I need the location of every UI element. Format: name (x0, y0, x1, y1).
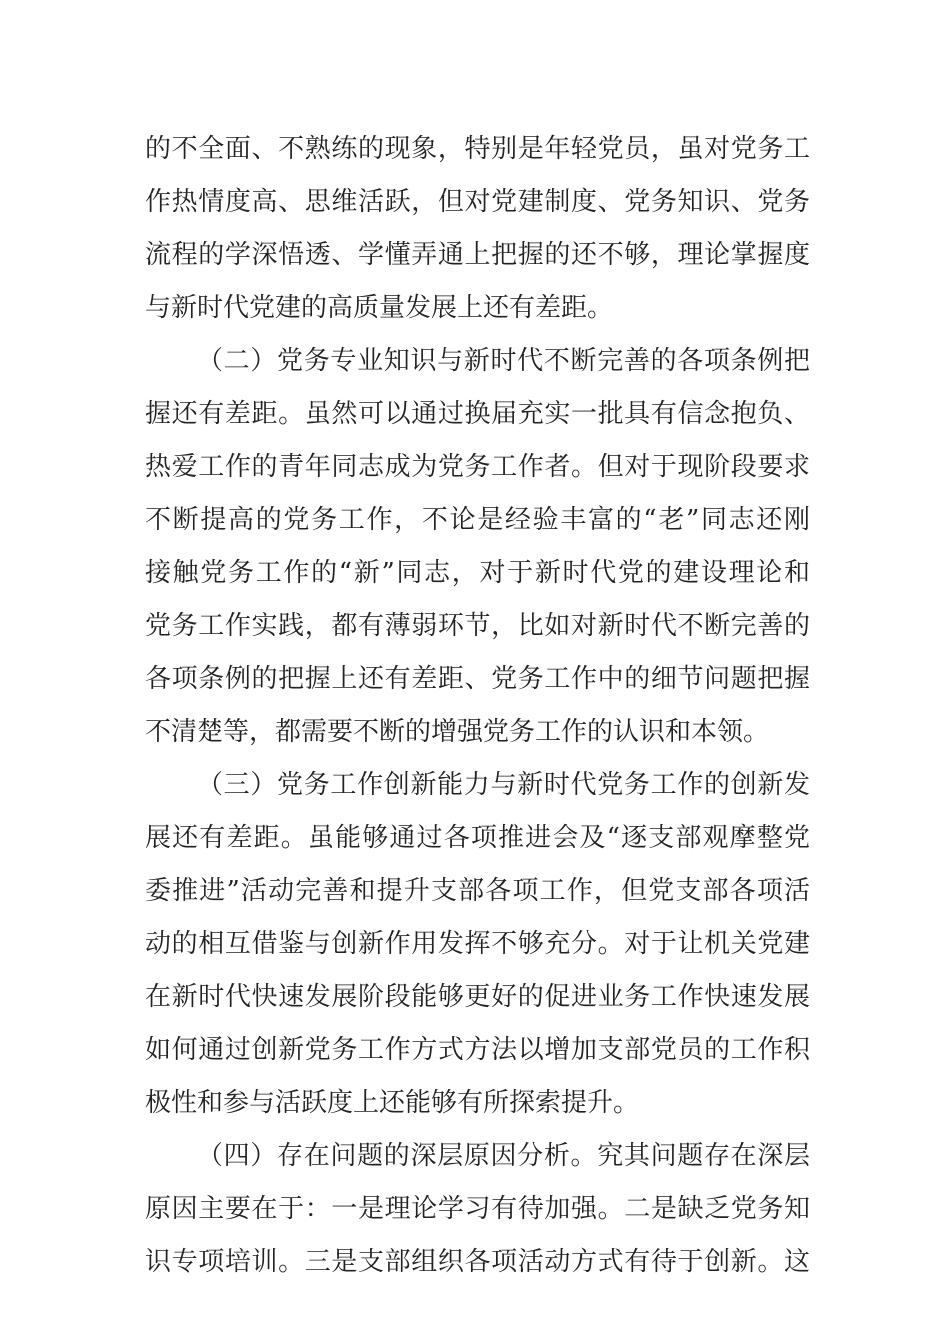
text-line: 的不全面、不熟练的现象，特别是年轻党员，虽对党务工 (145, 134, 810, 164)
paragraph-2 (145, 335, 810, 759)
text-line: 不断提高的党务工作，不论是经验丰富的“老”同志还刚 (145, 505, 810, 535)
text-line: 作热情度高、思维活跃，但对党建制度、党务知识、党务 (145, 187, 810, 217)
text-line: 极性和参与活跃度上还能够有所探索提升。 (145, 1088, 640, 1118)
text-line: 接触党务工作的“新”同志，对于新时代党的建设理论和 (145, 558, 810, 588)
paragraph-3 (145, 759, 810, 1130)
paragraph-1 (145, 123, 810, 335)
text-line: 握还有差距。虽然可以通过换届充实一批具有信念抱负、 (145, 399, 810, 429)
text-line: 与新时代党建的高质量发展上还有差距。 (145, 293, 614, 323)
paragraph-4 (145, 1130, 810, 1289)
text-line: （四）存在问题的深层原因分析。究其问题存在深层 (197, 1141, 810, 1171)
text-line: （三）党务工作创新能力与新时代党务工作的创新发 (197, 770, 810, 800)
text-line: 如何通过创新党务工作方式方法以增加支部党员的工作积 (145, 1035, 810, 1065)
text-line: 原因主要在于：一是理论学习有待加强。二是缺乏党务知 (145, 1194, 810, 1224)
text-line: 识专项培训。三是支部组织各项活动方式有待于创新。这 (145, 1247, 810, 1277)
text-line: 流程的学深悟透、学懂弄通上把握的还不够，理论掌握度 (145, 240, 810, 270)
text-line: 展还有差距。虽能够通过各项推进会及“逐支部观摩整党 (145, 823, 810, 853)
text-line: 在新时代快速发展阶段能够更好的促进业务工作快速发展 (145, 982, 810, 1012)
text-line: 委推进”活动完善和提升支部各项工作，但党支部各项活 (145, 876, 810, 906)
document-body (145, 123, 810, 1289)
text-line: 动的相互借鉴与创新作用发挥不够充分。对于让机关党建 (145, 929, 810, 959)
text-line: 热爱工作的青年同志成为党务工作者。但对于现阶段要求 (145, 452, 810, 482)
text-line: 各项条例的把握上还有差距、党务工作中的细节问题把握 (145, 664, 810, 694)
text-line: 党务工作实践，都有薄弱环节，比如对新时代不断完善的 (145, 611, 810, 641)
text-line: 不清楚等，都需要不断的增强党务工作的认识和本领。 (145, 717, 770, 747)
text-line: （二）党务专业知识与新时代不断完善的各项条例把 (197, 346, 810, 376)
